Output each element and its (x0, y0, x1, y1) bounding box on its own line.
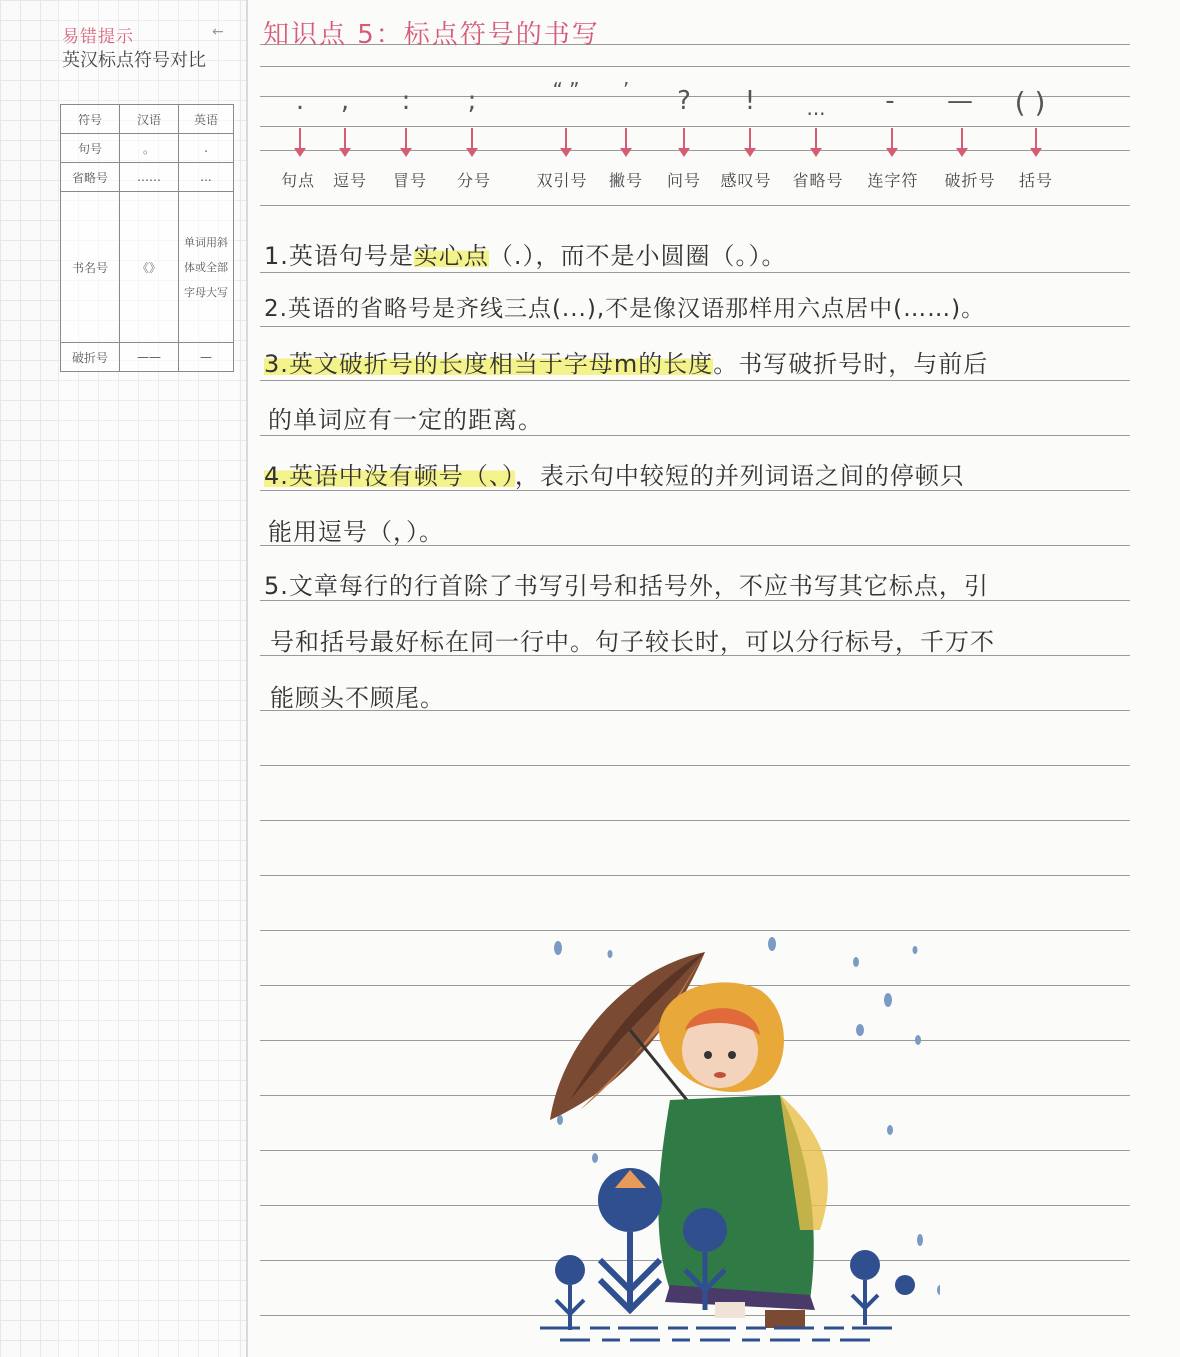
note-highlight: 实心点 (413, 242, 489, 270)
punctuation-symbol: ... (806, 96, 826, 120)
table-cell: 破折号 (61, 343, 120, 372)
sidebar-title: 英汉标点符号对比 (62, 50, 206, 71)
table-cell: 单词用斜体或全部字母大写 (179, 192, 234, 343)
punctuation-symbol: : (401, 86, 411, 116)
punctuation-symbol: . (295, 86, 305, 116)
note-4-cont: 能用逗号（，）。 (268, 518, 444, 546)
down-arrow-icon (952, 128, 972, 160)
note-text: 1.英语句号是 (264, 242, 414, 270)
punctuation-name: 逗号 (332, 171, 368, 190)
punctuation-symbol: — (947, 86, 973, 116)
note-3-cont: 的单词应有一定的距离。 (268, 406, 543, 434)
table-cell: —— (120, 343, 179, 372)
down-arrow-icon (1026, 128, 1046, 160)
table-header-row (61, 105, 234, 134)
page-title: 知识点 5：标点符号的书写 (263, 20, 600, 50)
punctuation-name: 问号 (666, 171, 702, 190)
note-1 (264, 236, 787, 271)
down-arrow-icon (462, 128, 482, 160)
punctuation-symbol: , (340, 86, 350, 116)
comparison-table (60, 104, 234, 372)
punctuation-name: 分号 (456, 171, 492, 190)
table-cell: 省略号 (61, 163, 120, 192)
sidebar-arrow: ← (212, 24, 224, 40)
note-highlight: 3.英文破折号的长度相当于字母m的长度 (264, 350, 714, 378)
ruled-line (260, 326, 1130, 327)
punctuation-symbol: “ ” (552, 78, 580, 102)
punctuation-symbol: ! (744, 86, 756, 116)
punctuation-name: 括号 (1018, 171, 1054, 190)
table-header: 英语 (179, 105, 234, 134)
down-arrow-icon (556, 128, 576, 160)
ruled-line (260, 380, 1130, 381)
table-cell: . (179, 134, 234, 163)
note-5: 5.文章每行的行首除了书写引号和括号外，不应书写其它标点，引 (264, 572, 989, 600)
girl-with-umbrella-illustration (520, 930, 940, 1350)
punctuation-name: 感叹号 (720, 171, 772, 190)
down-arrow-icon (290, 128, 310, 160)
ruled-line (260, 272, 1130, 273)
note-text: 。书写破折号时，与前后 (713, 350, 989, 378)
punctuation-name: 省略号 (792, 171, 844, 190)
ruled-line (260, 66, 1130, 67)
table-row (61, 134, 234, 163)
table-header: 符号 (61, 105, 120, 134)
ruled-line (260, 205, 1130, 206)
punctuation-name: 撇号 (608, 171, 644, 190)
girl-figure (658, 982, 827, 1328)
ruled-line (260, 126, 1130, 127)
table-cell: 句号 (61, 134, 120, 163)
down-arrow-icon (806, 128, 826, 160)
punctuation-symbol: ? (677, 86, 691, 116)
punctuation-symbol: ; (467, 86, 477, 116)
down-arrow-icon (674, 128, 694, 160)
punctuation-symbol: ’ (622, 78, 630, 102)
table-row (61, 163, 234, 192)
table-cell: ... (179, 163, 234, 192)
table-cell: 。 (120, 134, 179, 163)
note-4 (264, 456, 965, 491)
punctuation-name: 冒号 (392, 171, 428, 190)
down-arrow-icon (335, 128, 355, 160)
punctuation-name: 连字符 (867, 171, 919, 190)
ruled-line (260, 150, 1130, 151)
punctuation-symbol: ( ) (1014, 86, 1046, 119)
punctuation-name: 双引号 (536, 171, 588, 190)
note-text: （.），而不是小圆圈（。）。 (488, 242, 787, 270)
note-highlight: 4.英语中没有顿号（、） (264, 462, 515, 490)
note-5-end: 能顾头不顾尾。 (270, 684, 445, 712)
punctuation-name: 句点 (280, 171, 316, 190)
ruled-line (260, 875, 1130, 876)
punctuation-symbol: - (885, 86, 895, 116)
table-cell: 书名号 (61, 192, 120, 343)
down-arrow-icon (396, 128, 416, 160)
down-arrow-icon (616, 128, 636, 160)
note-5-cont: 号和括号最好标在同一行中。句子较长时，可以分行标号，千万不 (270, 628, 995, 656)
table-cell: …… (120, 163, 179, 192)
table-cell: 《》 (120, 192, 179, 343)
sidebar (0, 0, 248, 1357)
sidebar-label: 易错提示 (62, 27, 134, 47)
table-header: 汉语 (120, 105, 179, 134)
ruled-line (260, 96, 1130, 97)
ruled-line (260, 820, 1130, 821)
down-arrow-icon (882, 128, 902, 160)
ruled-line (260, 435, 1130, 436)
ruled-line (260, 765, 1130, 766)
note-2: 2.英语的省略号是齐线三点(...),不是像汉语那样用六点居中(……)。 (264, 296, 986, 322)
table-cell: — (179, 343, 234, 372)
down-arrow-icon (740, 128, 760, 160)
table-row (61, 343, 234, 372)
note-text: ，表示句中较短的并列词语之间的停顿只 (514, 462, 965, 490)
table-row (61, 192, 234, 343)
punctuation-name: 破折号 (944, 171, 996, 190)
ground-lines (540, 1328, 900, 1340)
note-3 (264, 344, 988, 379)
